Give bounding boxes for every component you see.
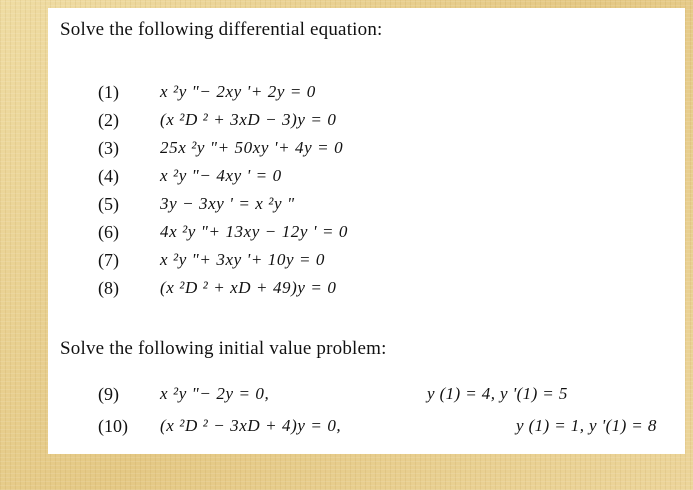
problem-3-equation: 25x ²y "+ 50xy '+ 4y = 0 (160, 138, 344, 157)
section-heading-initial-value: Solve the following initial value problem: (60, 338, 387, 359)
problem-2-number: (2) (98, 110, 119, 130)
problem-7-equation: x ²y "+ 3xy '+ 10y = 0 (160, 250, 325, 269)
problem-8-equation: (x ²D ² + xD + 49)y = 0 (160, 278, 337, 297)
problem-4-number: (4) (98, 166, 119, 186)
problem-4-equation: x ²y "− 4xy ' = 0 (160, 166, 282, 185)
problem-9-conditions: y (1) = 4, y '(1) = 5 (427, 384, 568, 403)
problem-5-number: (5) (98, 194, 119, 214)
problem-10-number: (10) (98, 416, 128, 436)
problem-7-number: (7) (98, 250, 119, 270)
problem-2-equation: (x ²D ² + 3xD − 3)y = 0 (160, 110, 337, 129)
problem-9-number: (9) (98, 384, 119, 404)
section-heading-differential-equations: Solve the following differential equation: (60, 19, 383, 40)
problem-10-conditions: y (1) = 1, y '(1) = 8 (516, 416, 657, 435)
problem-1-equation: x ²y "− 2xy '+ 2y = 0 (160, 82, 316, 101)
problem-9-equation: x ²y "− 2y = 0, (160, 384, 270, 403)
problem-8-number: (8) (98, 278, 119, 298)
problem-6-equation: 4x ²y "+ 13xy − 12y ' = 0 (160, 222, 349, 241)
problem-1-number: (1) (98, 82, 119, 102)
problem-5-equation: 3y − 3xy ' = x ²y " (160, 194, 295, 213)
problem-10-equation: (x ²D ² − 3xD + 4)y = 0, (160, 416, 342, 435)
worksheet-page (48, 8, 685, 454)
problem-6-number: (6) (98, 222, 119, 242)
problem-3-number: (3) (98, 138, 119, 158)
